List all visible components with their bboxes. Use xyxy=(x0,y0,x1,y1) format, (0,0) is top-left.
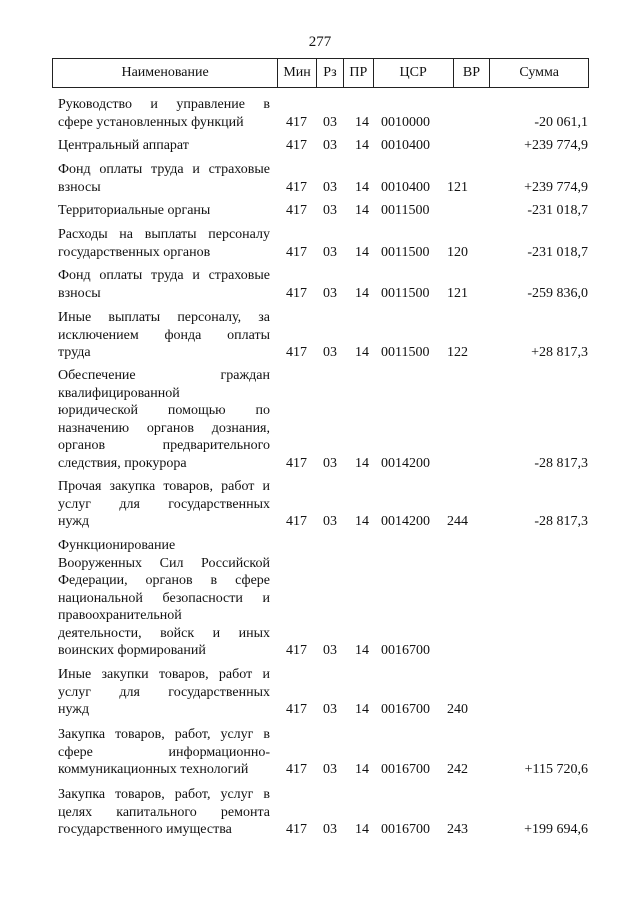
row-pr: 14 xyxy=(355,244,369,260)
header-min: Мин xyxy=(277,59,316,87)
row-name xyxy=(58,309,270,362)
row-min: 417 xyxy=(286,285,307,301)
row-name-line: деятельности, войск и иных xyxy=(58,625,270,641)
row-name-line: воинских формирований xyxy=(58,643,206,658)
row-name xyxy=(58,96,270,131)
row-csr: 0016700 xyxy=(381,702,430,717)
row-name-line: взносы xyxy=(58,179,101,195)
row-sum: +115 720,6 xyxy=(524,762,588,777)
row-name-line: Руководство и управление в xyxy=(58,97,270,112)
row-rz: 03 xyxy=(323,762,337,777)
row-name-line: целях капитального ремонта xyxy=(58,804,270,820)
row-pr: 14 xyxy=(355,114,369,130)
row-rz: 03 xyxy=(323,822,337,837)
row-min: 417 xyxy=(286,138,307,153)
row-pr: 14 xyxy=(355,822,369,837)
row-name-line: исключением фонда оплаты xyxy=(58,327,270,343)
row-name xyxy=(58,666,270,719)
row-name-line: Фонд оплаты труда и страховые xyxy=(58,162,270,177)
row-csr: 0010000 xyxy=(381,114,430,130)
row-name-line: следствия, прокурора xyxy=(58,455,187,471)
row-name-line: услуг для государственных xyxy=(58,496,270,512)
row-min: 417 xyxy=(286,114,307,130)
row-name-line: Расходы на выплаты персоналу xyxy=(58,227,270,242)
row-name-line: Закупка товаров, работ, услуг в xyxy=(58,787,270,802)
row-rz: 03 xyxy=(323,138,337,153)
row-pr: 14 xyxy=(355,762,369,777)
row-min: 417 xyxy=(286,643,307,658)
row-csr: 0010400 xyxy=(381,179,430,195)
row-min: 417 xyxy=(286,822,307,837)
row-name-line: Иные закупки товаров, работ и xyxy=(58,667,270,682)
row-min: 417 xyxy=(286,203,307,218)
row-name-line: юридической помощью по xyxy=(58,403,270,418)
row-vr: 122 xyxy=(447,345,468,360)
row-name xyxy=(58,786,270,839)
header-sum: Сумма xyxy=(489,59,588,87)
row-pr: 14 xyxy=(355,138,369,153)
table-row xyxy=(0,537,640,660)
table-row xyxy=(0,309,640,362)
row-name xyxy=(58,137,270,155)
row-name-line: Вооруженных Сил Российской xyxy=(58,555,270,571)
row-vr: 243 xyxy=(447,822,468,837)
page-number: 277 xyxy=(308,34,332,50)
row-sum: -20 061,1 xyxy=(534,114,588,130)
row-name-line: Иные выплаты персоналу, за xyxy=(58,310,270,325)
row-rz: 03 xyxy=(323,345,337,360)
row-csr: 0011500 xyxy=(381,244,430,260)
row-name xyxy=(58,226,270,261)
header-vr: ВР xyxy=(453,59,490,87)
table-header xyxy=(52,58,589,88)
row-pr: 14 xyxy=(355,643,369,658)
row-min: 417 xyxy=(286,244,307,260)
row-vr: 244 xyxy=(447,514,468,529)
row-csr: 0014200 xyxy=(381,455,430,471)
row-pr: 14 xyxy=(355,345,369,360)
row-csr: 0016700 xyxy=(381,822,430,837)
table-row xyxy=(0,226,640,261)
row-rz: 03 xyxy=(323,514,337,529)
table-row xyxy=(0,202,640,220)
row-name xyxy=(58,267,270,302)
row-min: 417 xyxy=(286,179,307,195)
row-name-line: Центральный аппарат xyxy=(58,138,189,153)
row-rz: 03 xyxy=(323,643,337,658)
row-vr: 120 xyxy=(447,244,468,260)
row-name-line: нужд xyxy=(58,514,90,529)
row-name-line: Обеспечение граждан xyxy=(58,368,270,383)
row-min: 417 xyxy=(286,455,307,471)
row-rz: 03 xyxy=(323,702,337,717)
row-min: 417 xyxy=(286,702,307,717)
row-name-line: Функционирование xyxy=(58,538,176,553)
table-row xyxy=(0,267,640,302)
row-csr: 0014200 xyxy=(381,514,430,529)
row-sum: -231 018,7 xyxy=(527,203,588,218)
table-row xyxy=(0,137,640,155)
row-pr: 14 xyxy=(355,203,369,218)
row-name-line: коммуникационных технологий xyxy=(58,762,249,777)
row-sum: +199 694,6 xyxy=(524,822,588,837)
row-rz: 03 xyxy=(323,285,337,301)
row-vr: 240 xyxy=(447,702,468,717)
row-name-line: правоохранительной xyxy=(58,608,182,623)
row-rz: 03 xyxy=(323,455,337,471)
row-vr: 121 xyxy=(447,285,468,301)
row-name xyxy=(58,478,270,531)
row-name-line: Федерации, органов в сфере xyxy=(58,573,270,588)
row-sum: -28 817,3 xyxy=(534,514,588,529)
row-rz: 03 xyxy=(323,203,337,218)
table-row xyxy=(0,786,640,839)
row-name-line: взносы xyxy=(58,285,101,301)
row-min: 417 xyxy=(286,345,307,360)
row-name xyxy=(58,367,270,472)
row-pr: 14 xyxy=(355,514,369,529)
row-name-line: сфере информационно- xyxy=(58,744,270,760)
row-name-line: сфере установленных функций xyxy=(58,114,244,130)
table-row xyxy=(0,478,640,531)
header-rz: Рз xyxy=(316,59,343,87)
row-name-line: услуг для государственных xyxy=(58,684,270,700)
row-pr: 14 xyxy=(355,455,369,471)
row-pr: 14 xyxy=(355,179,369,195)
row-csr: 0011500 xyxy=(381,345,430,360)
header-pr: ПР xyxy=(343,59,373,87)
row-name-line: труда xyxy=(58,345,91,360)
row-rz: 03 xyxy=(323,114,337,130)
row-name xyxy=(58,726,270,779)
row-vr: 242 xyxy=(447,762,468,777)
row-csr: 0011500 xyxy=(381,203,430,218)
row-name-line: государственного имущества xyxy=(58,822,232,837)
row-name-line: национальной безопасности и xyxy=(58,590,270,606)
row-name-line: органов предварительного xyxy=(58,438,270,453)
header-csr: ЦСР xyxy=(373,59,453,87)
row-pr: 14 xyxy=(355,702,369,717)
row-sum: +28 817,3 xyxy=(531,345,588,360)
row-vr: 121 xyxy=(447,179,468,195)
row-csr: 0010400 xyxy=(381,138,430,153)
table-row xyxy=(0,726,640,779)
row-name-line: квалифицированной xyxy=(58,385,180,401)
row-csr: 0016700 xyxy=(381,762,430,777)
row-rz: 03 xyxy=(323,179,337,195)
row-csr: 0011500 xyxy=(381,285,430,301)
row-name-line: нужд xyxy=(58,702,90,717)
row-sum: -231 018,7 xyxy=(527,244,588,260)
row-name-line: назначению органов дознания, xyxy=(58,420,270,436)
row-min: 417 xyxy=(286,514,307,529)
row-csr: 0016700 xyxy=(381,643,430,658)
row-sum: -259 836,0 xyxy=(527,285,588,301)
row-sum: +239 774,9 xyxy=(524,179,588,195)
row-name xyxy=(58,202,270,220)
row-sum: -28 817,3 xyxy=(534,455,588,471)
row-name-line: Закупка товаров, работ, услуг в xyxy=(58,727,270,742)
table-row xyxy=(0,161,640,196)
row-name-line: государственных органов xyxy=(58,244,211,260)
table-row xyxy=(0,666,640,719)
row-name-line: Фонд оплаты труда и страховые xyxy=(58,268,270,283)
row-name xyxy=(58,537,270,660)
row-pr: 14 xyxy=(355,285,369,301)
table-row xyxy=(0,96,640,131)
row-name xyxy=(58,161,270,196)
row-sum: +239 774,9 xyxy=(524,138,588,153)
row-min: 417 xyxy=(286,762,307,777)
row-name-line: Территориальные органы xyxy=(58,203,211,218)
table-row xyxy=(0,367,640,472)
row-name-line: Прочая закупка товаров, работ и xyxy=(58,479,270,494)
row-rz: 03 xyxy=(323,244,337,260)
header-name: Наименование xyxy=(121,65,209,80)
